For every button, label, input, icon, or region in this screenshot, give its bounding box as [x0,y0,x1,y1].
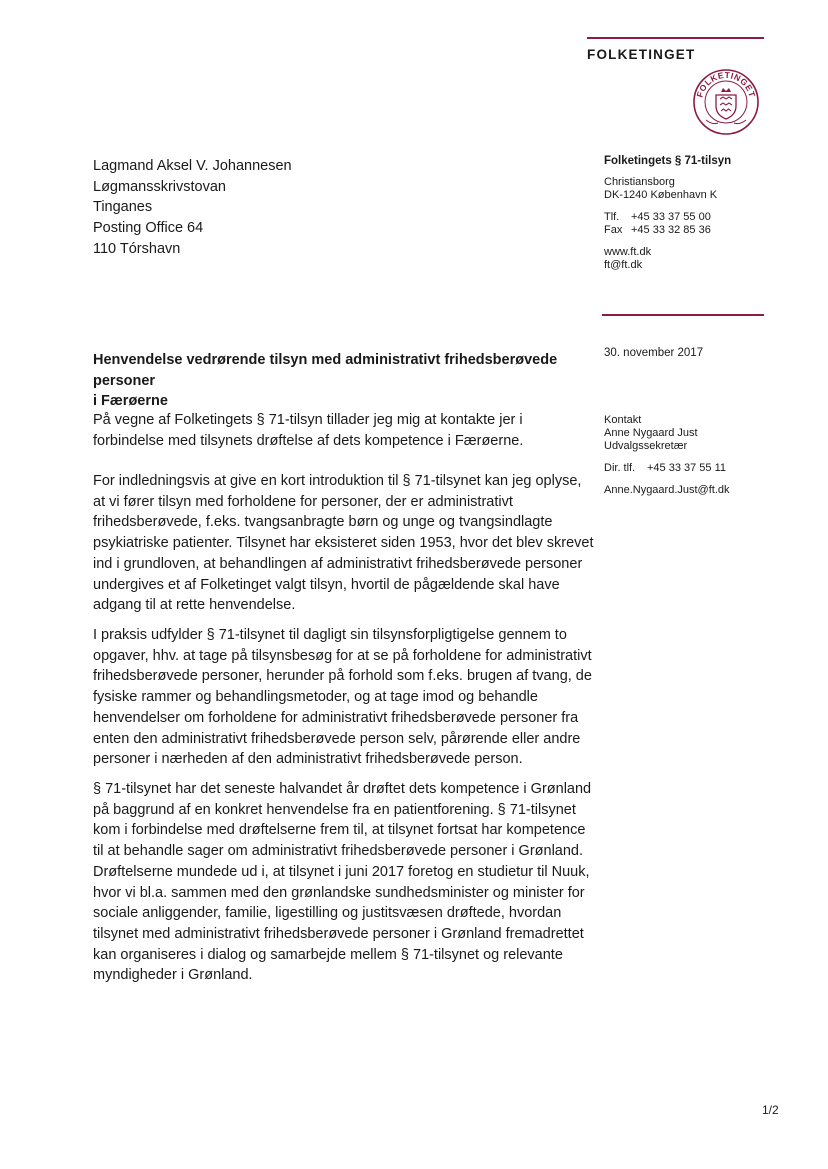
text-line: forbindelse med tilsynets drøftelse af dets kompetence i Færøerne. [93,432,524,449]
header-rule [587,37,764,39]
text-line: frihedsberøvede, f.eks. tvangsanbragte børn og unge og tvangsindlagte [93,514,553,531]
text-line: Drøftelserne mundede ud i, at tilsynet i juni 2017 foretog en studietur til Nuuk, [93,863,590,880]
direct-phone-number: +45 33 37 55 11 [647,462,727,474]
text-line: på baggrund af en konkret henvendelse fra en patientforening. § 71-tilsynet [93,801,576,818]
recipient-line: Lagmand Aksel V. Johannesen [93,158,292,174]
letter-subject [93,350,603,412]
phone-label: Tlf. [604,211,620,223]
fax-number: +45 33 32 85 36 [631,224,711,236]
contact-email-link[interactable]: Anne.Nygaard.Just@ft.dk [604,484,730,496]
text-line: at vi fører tilsyn med forholdene for personer, der er administrativt [93,493,513,510]
text-line: psykiatriske patienter. Tilsynet har eksisteret siden 1953, hvor det blev skrevet [93,535,594,552]
text-line: sociale anliggender, familie, ligestilling og justitsvæsen drøftede, hvordan [93,905,562,922]
letter-date: 30. november 2017 [604,347,704,359]
recipient-address [93,156,292,260]
website-link[interactable]: www.ft.dk [604,246,652,258]
text-line: henvendelser om forholdene for administrativt frihedsberøvede personer fra [93,709,579,726]
subject-line: Henvendelse vedrørende tilsyn med administrativt frihedsberøvede personer [93,352,558,389]
email-link[interactable]: ft@ft.dk [604,259,643,271]
text-line: kan organiseres i dialog og samarbejde mellem § 71-tilsynet og relevante [93,946,563,963]
text-line: til at behandle sager om administrativt frihedsberøvede personer i Grønland. [93,843,584,860]
recipient-line: Posting Office 64 [93,220,204,237]
text-line: På vegne af Folketingets § 71-tilsyn tillader jeg mig at kontakte jer i [93,412,523,428]
sender-web [604,246,651,272]
address-line: Christiansborg [604,176,675,188]
sender-phones [604,211,711,237]
recipient-line: Løgmansskrivstovan [93,178,226,195]
text-line: enten den administrativt frihedsberøvede person selv, pårørende eller andre [93,730,581,747]
recipient-line: 110 Tórshavn [93,240,181,257]
text-line: myndigheder i Grønland. [93,967,253,984]
sender-title: Folketingets § 71-tilsyn [604,155,732,167]
fax-label: Fax [604,224,623,236]
organization-name: FOLKETINGET [587,47,696,62]
text-line: undergives et af Folketinget valgt tilsyn, hvortil de pågældende skal have [93,576,560,593]
contact-name: Anne Nygaard Just [604,427,698,439]
text-line: kom i forbindelse med drøftelserne frem til, at tilsynet fortsat har kompetence [93,822,586,839]
body-paragraph [93,471,594,616]
text-line: hvor vi bl.a. sammen med den grønlandske sundhedsminister og minister for [93,884,585,901]
text-line: tilsynet med administrativt frihedsberøvede personer i Grønland fremadrettet [93,925,584,942]
text-line: fysiske rammer og behandlingsmetoder, og at tage imod og behandle [93,689,538,706]
direct-phone-label: Dir. tlf. [604,462,636,474]
svg-text:FOLKETINGET [695,70,758,99]
text-line: personer i nærheden af den administrativt frihedsberøvede person. [93,751,523,768]
sender-divider [602,314,764,316]
text-line: ind i grundloven, at behandlingen af administrativt frihedsberøvede personer [93,555,583,572]
sender-address [604,176,717,202]
contact-role: Udvalgssekretær [604,440,688,452]
direct-phone [604,462,726,475]
text-line: I praksis udfylder § 71-tilsynet til dagligt sin tilsynsforpligtigelse gennem to [93,627,567,643]
address-line: DK-1240 København K [604,189,718,201]
contact-label: Kontakt [604,414,642,426]
body-paragraph [93,779,592,986]
body-paragraph [93,410,583,451]
page-number: 1/2 [762,1103,779,1117]
text-line: adgang til at rette henvendelse. [93,597,296,614]
phone-number: +45 33 37 55 00 [631,211,711,223]
seal-text: FOLKETINGET [694,69,758,99]
subject-line: i Færøerne [93,393,168,410]
recipient-line: Tinganes [93,199,153,216]
text-line: frihedsberøvede personer, herunder på forhold som f.eks. brugen af tvang, de [93,668,592,685]
folketinget-seal-logo [692,68,760,136]
text-line: For indledningsvis at give en kort introduktion til § 71-tilsynet kan jeg oplyse, [93,473,582,489]
text-line: opgaver, hhv. at tage på tilsynsbesøg for at se på forholdene for administrativt [93,647,592,664]
contact-block [604,414,698,453]
text-line: § 71-tilsynet har det seneste halvandet år drøftet dets kompetence i Grønland [93,781,592,797]
body-paragraph [93,625,592,770]
